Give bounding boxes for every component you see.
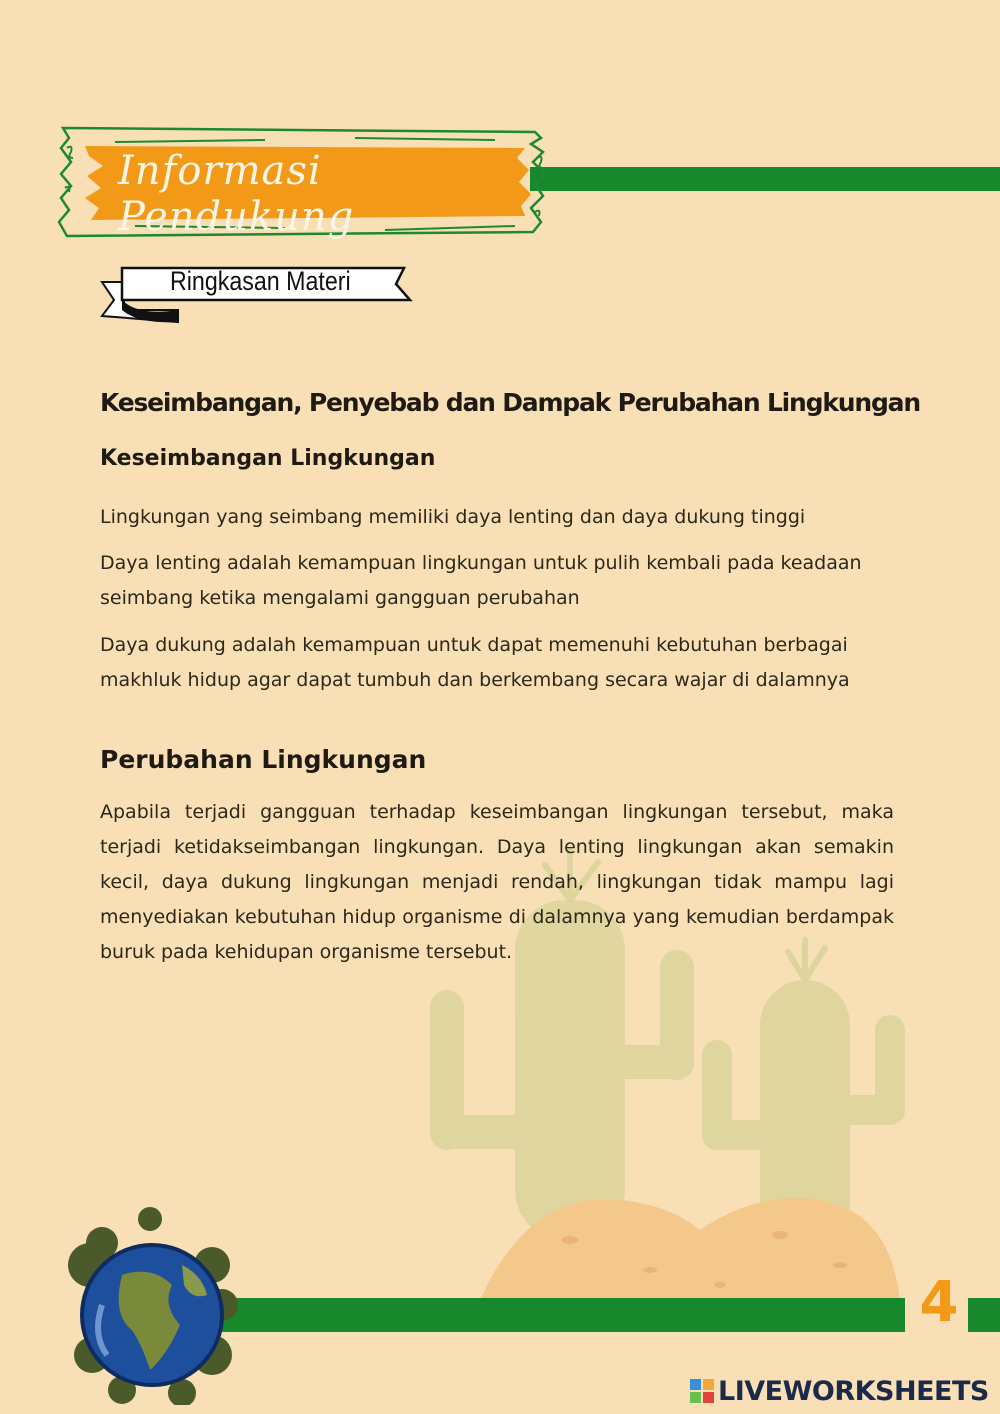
section-heading-keseimbangan: Keseimbangan Lingkungan	[100, 446, 436, 471]
liveworksheets-wordmark: LIVEWORKSHEETS	[718, 1375, 989, 1407]
section-heading-perubahan: Perubahan Lingkungan	[100, 745, 427, 774]
main-heading: Keseimbangan, Penyebab dan Dampak Perubahan Lingkungan	[100, 388, 920, 417]
paragraph: Lingkungan yang seimbang memiliki daya lenting dan daya dukung tinggi	[100, 506, 806, 528]
header-green-bar	[530, 167, 1000, 191]
globe-trees-icon	[62, 1205, 242, 1405]
paragraph: Daya dukung adalah kemampuan untuk dapat memenuhi kebutuhan berbagai makhluk hidup agar dapat tumbuh dan berkembang secara wajar di dalamnya	[100, 634, 850, 691]
banner-title: Informasi Pendukung	[118, 148, 355, 240]
paragraph: Daya lenting adalah kemampuan lingkungan untuk pulih kembali pada keadaan seimbang ketika mengalami gangguan perubahan	[100, 552, 862, 609]
liveworksheets-logo	[690, 1374, 990, 1408]
ribbon-label: Ringkasan Materi	[170, 266, 351, 296]
liveworksheets-logo-icon	[690, 1379, 714, 1403]
paragraph: Apabila terjadi gangguan terhadap keseimbangan lingkungan tersebut, maka terjadi ketidakseimbangan lingkungan. Daya lenting lingkungan akan semakin kecil, daya dukung lingkungan menjadi rendah, lingkungan tidak mampu lagi menyediakan kebutuhan hidup organisme di dalamnya yang kemudian berdampak buruk pada kehidupan organisme tersebut.	[100, 801, 894, 963]
footer-green-bar	[195, 1298, 905, 1332]
footer-green-bar-end	[968, 1298, 1000, 1332]
page-number: 4	[919, 1270, 959, 1335]
